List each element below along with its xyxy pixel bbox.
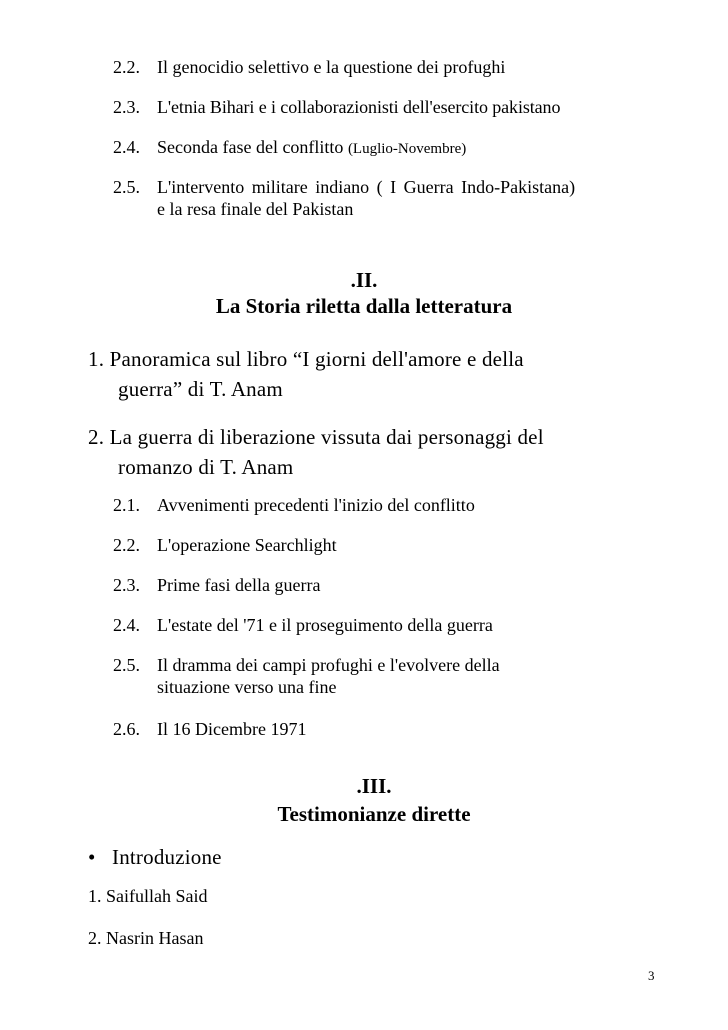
toc-item bbox=[113, 574, 673, 596]
chapter-line: 1. Panoramica sul libro “I giorni dell'amore e della bbox=[88, 347, 524, 371]
toc-item-text: L'intervento militare indiano ( I Guerra Indo-Pakistana) bbox=[157, 177, 576, 197]
toc-item bbox=[113, 96, 673, 118]
toc-item-number: 2.2. bbox=[113, 535, 140, 555]
toc-item-text: L'estate del '71 e il proseguimento della guerra bbox=[157, 615, 493, 635]
testimony-entry: 1. Saifullah Said bbox=[88, 886, 208, 906]
toc-item-number: 2.4. bbox=[113, 137, 140, 157]
toc-item-number: 2.4. bbox=[113, 615, 140, 635]
toc-item bbox=[113, 494, 673, 516]
part-roman-numeral: .III. bbox=[356, 774, 392, 798]
toc-item-text: Il dramma dei campi profughi e l'evolvere della bbox=[157, 655, 500, 675]
toc-item bbox=[113, 614, 673, 636]
toc-item-text: L'operazione Searchlight bbox=[157, 535, 337, 555]
toc-item-number: 2.2. bbox=[113, 57, 140, 77]
toc-item-number: 2.6. bbox=[113, 719, 140, 739]
toc-item-text: Prime fasi della guerra bbox=[157, 575, 321, 595]
toc-item-text-continued: situazione verso una fine bbox=[157, 677, 337, 697]
bullet-icon: • bbox=[88, 845, 96, 869]
toc-item-number: 2.5. bbox=[113, 177, 140, 197]
testimony-entry: 2. Nasrin Hasan bbox=[88, 928, 204, 948]
toc-item-text: Il genocidio selettivo e la questione dei profughi bbox=[157, 57, 506, 77]
toc-item bbox=[113, 136, 673, 158]
toc-item bbox=[113, 718, 673, 740]
toc-item-text-continued: e la resa finale del Pakistan bbox=[157, 199, 354, 219]
toc-item-text: Avvenimenti precedenti l'inizio del conflitto bbox=[157, 495, 475, 515]
toc-item-number: 2.3. bbox=[113, 575, 140, 595]
toc-item bbox=[113, 56, 673, 78]
part-title: Testimonianze dirette bbox=[277, 802, 471, 826]
chapter-line: 2. La guerra di liberazione vissuta dai personaggi del bbox=[88, 425, 544, 449]
part-title: La Storia riletta dalla letteratura bbox=[215, 294, 513, 318]
part-roman-numeral: .II. bbox=[350, 268, 378, 292]
toc-item-number: 2.3. bbox=[113, 97, 140, 117]
toc-item-text: L'etnia Bihari e i collaborazionisti dell'esercito pakistano bbox=[157, 97, 561, 117]
toc-item-text: Seconda fase del conflitto bbox=[157, 137, 344, 157]
chapter-line-continued: guerra” di T. Anam bbox=[118, 377, 283, 401]
toc-item-number: 2.5. bbox=[113, 655, 140, 675]
toc-item bbox=[113, 654, 673, 698]
bullet-item bbox=[88, 842, 388, 872]
bullet-item-text: Introduzione bbox=[112, 845, 222, 869]
toc-item bbox=[113, 534, 673, 556]
chapter-line-continued: romanzo di T. Anam bbox=[118, 455, 294, 479]
toc-item-note: (Luglio-Novembre) bbox=[347, 141, 467, 157]
page-number: 3 bbox=[648, 968, 655, 983]
toc-item bbox=[113, 176, 673, 220]
toc-item-text-group bbox=[157, 136, 466, 160]
toc-item-text: Il 16 Dicembre 1971 bbox=[157, 719, 307, 739]
toc-item-number: 2.1. bbox=[113, 495, 140, 515]
